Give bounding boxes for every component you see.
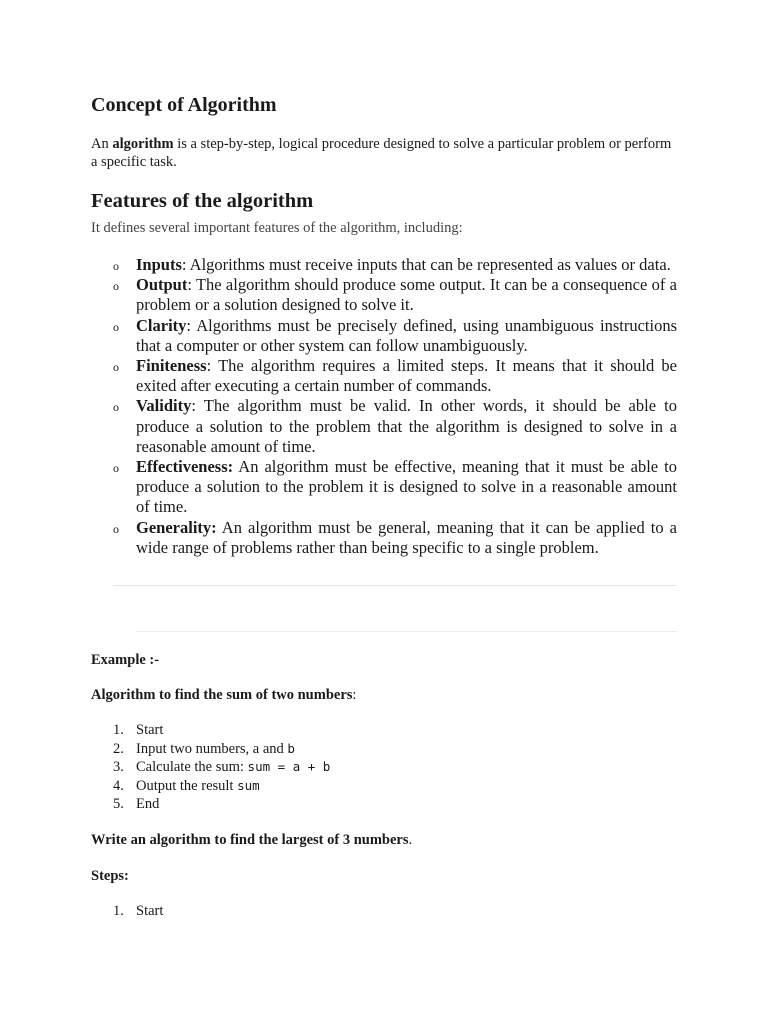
features-heading: Features of the algorithm [91, 190, 314, 212]
largest-heading [91, 831, 412, 849]
divider [136, 631, 677, 632]
feature-text: : Algorithms must receive inputs that can be represented as values or data. [181, 255, 671, 274]
bullet-icon: o [113, 259, 119, 273]
step-code: sum = a + b [247, 759, 331, 774]
step-code: b [287, 740, 295, 756]
features-list [113, 255, 677, 558]
steps-label: Steps: [91, 868, 129, 884]
list-item [113, 777, 330, 796]
sum-heading-bold: Algorithm to find the sum of two numbers [91, 687, 353, 703]
step-text: End [136, 796, 160, 812]
largest-heading-bold: Write an algorithm to find the largest of 3 numbers [91, 832, 409, 848]
feature-term: Clarity [136, 315, 187, 335]
largest-heading-suffix: . [408, 832, 413, 848]
feature-term: Validity [136, 396, 192, 416]
list-item [113, 316, 677, 356]
divider [113, 585, 677, 586]
list-item [113, 740, 330, 759]
intro-bold-term: algorithm [112, 136, 174, 152]
step-number: 3. [113, 759, 124, 775]
step-text: Start [136, 903, 164, 919]
step-number: 5. [113, 796, 124, 812]
step-text: Start [136, 722, 164, 738]
step-text: Output the result [136, 777, 238, 794]
step-text: Calculate the sum: [136, 759, 248, 775]
feature-text: : Algorithms must be precisely defined, using unambiguous instructions that a computer or other system can follow unambiguously. [136, 315, 677, 355]
list-item [113, 902, 163, 921]
bullet-icon: o [113, 461, 119, 476]
sum-heading [91, 686, 356, 704]
bullet-icon: o [113, 360, 119, 375]
sum-steps-list [113, 721, 330, 814]
largest-steps-list [113, 902, 163, 921]
feature-term: Inputs [136, 255, 182, 274]
list-item [113, 356, 677, 396]
step-number: 1. [113, 903, 124, 919]
list-item [113, 275, 677, 315]
list-item [113, 255, 677, 275]
feature-text: : The algorithm should produce some output. It can be a consequence of a problem or a solution designed to solve it. [136, 275, 677, 315]
feature-term: Effectiveness: [136, 457, 234, 477]
sum-heading-suffix: : [352, 687, 357, 703]
example-label: Example :- [91, 652, 160, 668]
feature-term: Output [136, 275, 188, 295]
list-item [113, 758, 330, 777]
intro-suffix: is a step-by-step, logical procedure designed to solve a particular problem or perform a specific task. [91, 136, 672, 170]
intro-paragraph [91, 135, 677, 171]
bullet-icon: o [113, 521, 119, 536]
step-number: 2. [113, 740, 124, 757]
list-item [113, 457, 677, 518]
step-number: 4. [113, 777, 124, 794]
feature-text: : The algorithm must be valid. In other words, it should be able to produce a solution to the problem that the algorithm is designed to solve in a reasonable amount of time. [136, 396, 677, 456]
feature-text: An algorithm must be general, meaning that it can be applied to a wide range of problems rather than being specific to a single problem. [136, 517, 677, 557]
list-item [113, 795, 330, 814]
feature-text: An algorithm must be effective, meaning that it must be able to produce a solution to the problem it is designed to solve in a reasonable amount of time. [136, 457, 677, 517]
feature-term: Finiteness [136, 356, 207, 376]
step-code: sum [237, 777, 260, 793]
feature-text: : The algorithm requires a limited steps. It means that it should be exited after executing a certain number of commands. [136, 356, 677, 396]
features-subtitle: It defines several important features of the algorithm, including: [91, 220, 463, 236]
step-number: 1. [113, 722, 124, 738]
bullet-icon: o [113, 319, 119, 334]
bullet-icon: o [113, 400, 119, 415]
list-item [113, 518, 677, 558]
page-title: Concept of Algorithm [91, 94, 277, 116]
feature-term: Generality: [136, 517, 217, 537]
intro-prefix: An [91, 136, 113, 152]
bullet-icon: o [113, 279, 119, 294]
list-item [113, 721, 330, 740]
list-item [113, 396, 677, 457]
step-text: Input two numbers, a and [136, 740, 288, 757]
